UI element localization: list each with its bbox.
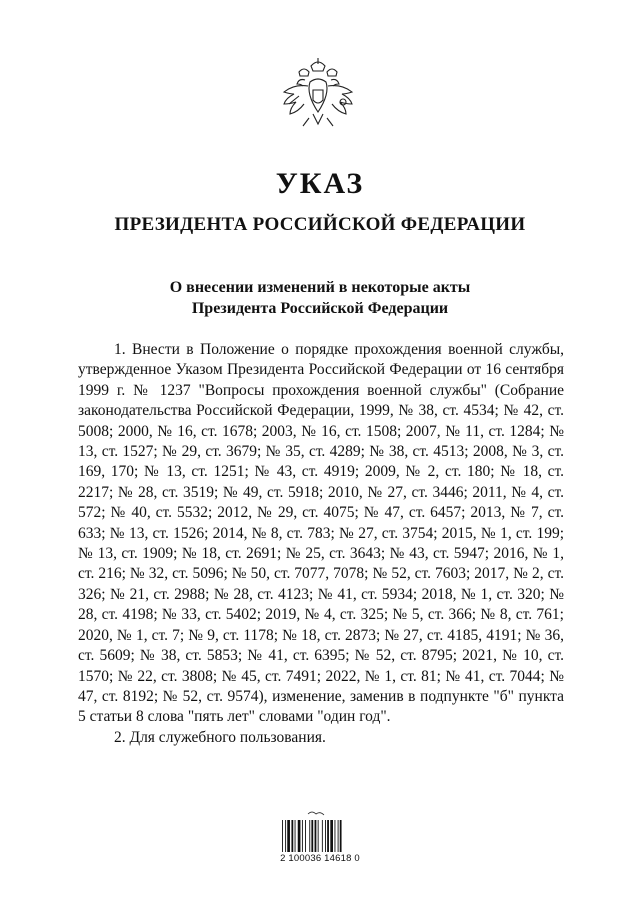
document-body [78, 340, 564, 748]
paragraph-1: 1. Внести в Положение о порядке прохождения военной службы, утвержденное Указом Президента Российской Федерации от 16 сентября 1999 г. № 1237 "Вопросы прохождения военной службы" (Собрание законодательства Российской Федерации, 1999, № 38, ст. 4534; № 42, ст. 5008; 2000, № 16, ст. 1678; 2003, № 16, ст. 1508; 2007, № 11, ст. 1284; № 13, ст. 1527; № 29, ст. 3679; № 35, ст. 4289; № 38, ст. 4513; 2008, № 3, ст. 169, 170; № 13, ст. 1251; № 43, ст. 4919; 2009, № 2, ст. 180; № 18, ст. 2217; № 28, ст. 3519; № 49, ст. 5918; 2010, № 27, ст. 3446; 2011, № 4, ст. 572; № 40, ст. 5532; 2012, № 29, ст. 4075; № 47, ст. 6457; 2013, № 7, ст. 633; № 13, ст. 1526; 2014, № 8, ст. 783; № 27, ст. 3754; 2015, № 1, ст. 199; № 13, ст. 1909; № 18, ст. 2691; № 25, ст. 3643; № 43, ст. 5947; 2016, № 1, ст. 216; № 32, ст. 5096; № 50, ст. 7077, 7078; № 52, ст. 7603; 2017, № 2, ст. 326; № 21, ст. 2988; № 28, ст. 4123; № 41, ст. 5934; 2018, № 1, ст. 320; № 28, ст. 4198; № 33, ст. 5402; 2019, № 4, ст. 325; № 5, ст. 366; № 8, ст. 761; 2020, № 1, ст. 7; № 9, ст. 1178; № 18, ст. 2873; № 27, ст. 4185, 4191; № 36, ст. 5609; № 38, ст. 5853; № 41, ст. 6395; № 52, ст. 8795; 2021, № 10, ст. 1570; № 22, ст. 3808; № 45, ст. 7491; 2022, № 1, ст. 81; № 41, ст. 7044; № 47, ст. 8192; № 52, ст. 9574), изменение, заменив в подпункте "б" пункта 5 статьи 8 слова "пять лет" словами "один год". [78, 341, 564, 726]
issuer-heading: ПРЕЗИДЕНТА РОССИЙСКОЙ ФЕДЕРАЦИИ [114, 214, 526, 235]
barcode-icon [272, 808, 368, 878]
document-title-line-1: О внесении изменений в некоторые акты [169, 279, 471, 296]
document-title [0, 277, 640, 319]
paragraph-2: 2. Для служебного пользования. [114, 728, 326, 746]
state-emblem-icon [277, 52, 359, 144]
document-type-heading: УКАЗ [275, 167, 365, 200]
barcode-number: 2 100036 14618 0 [280, 853, 360, 864]
document-title-line-2: Президента Российской Федерации [191, 300, 449, 317]
